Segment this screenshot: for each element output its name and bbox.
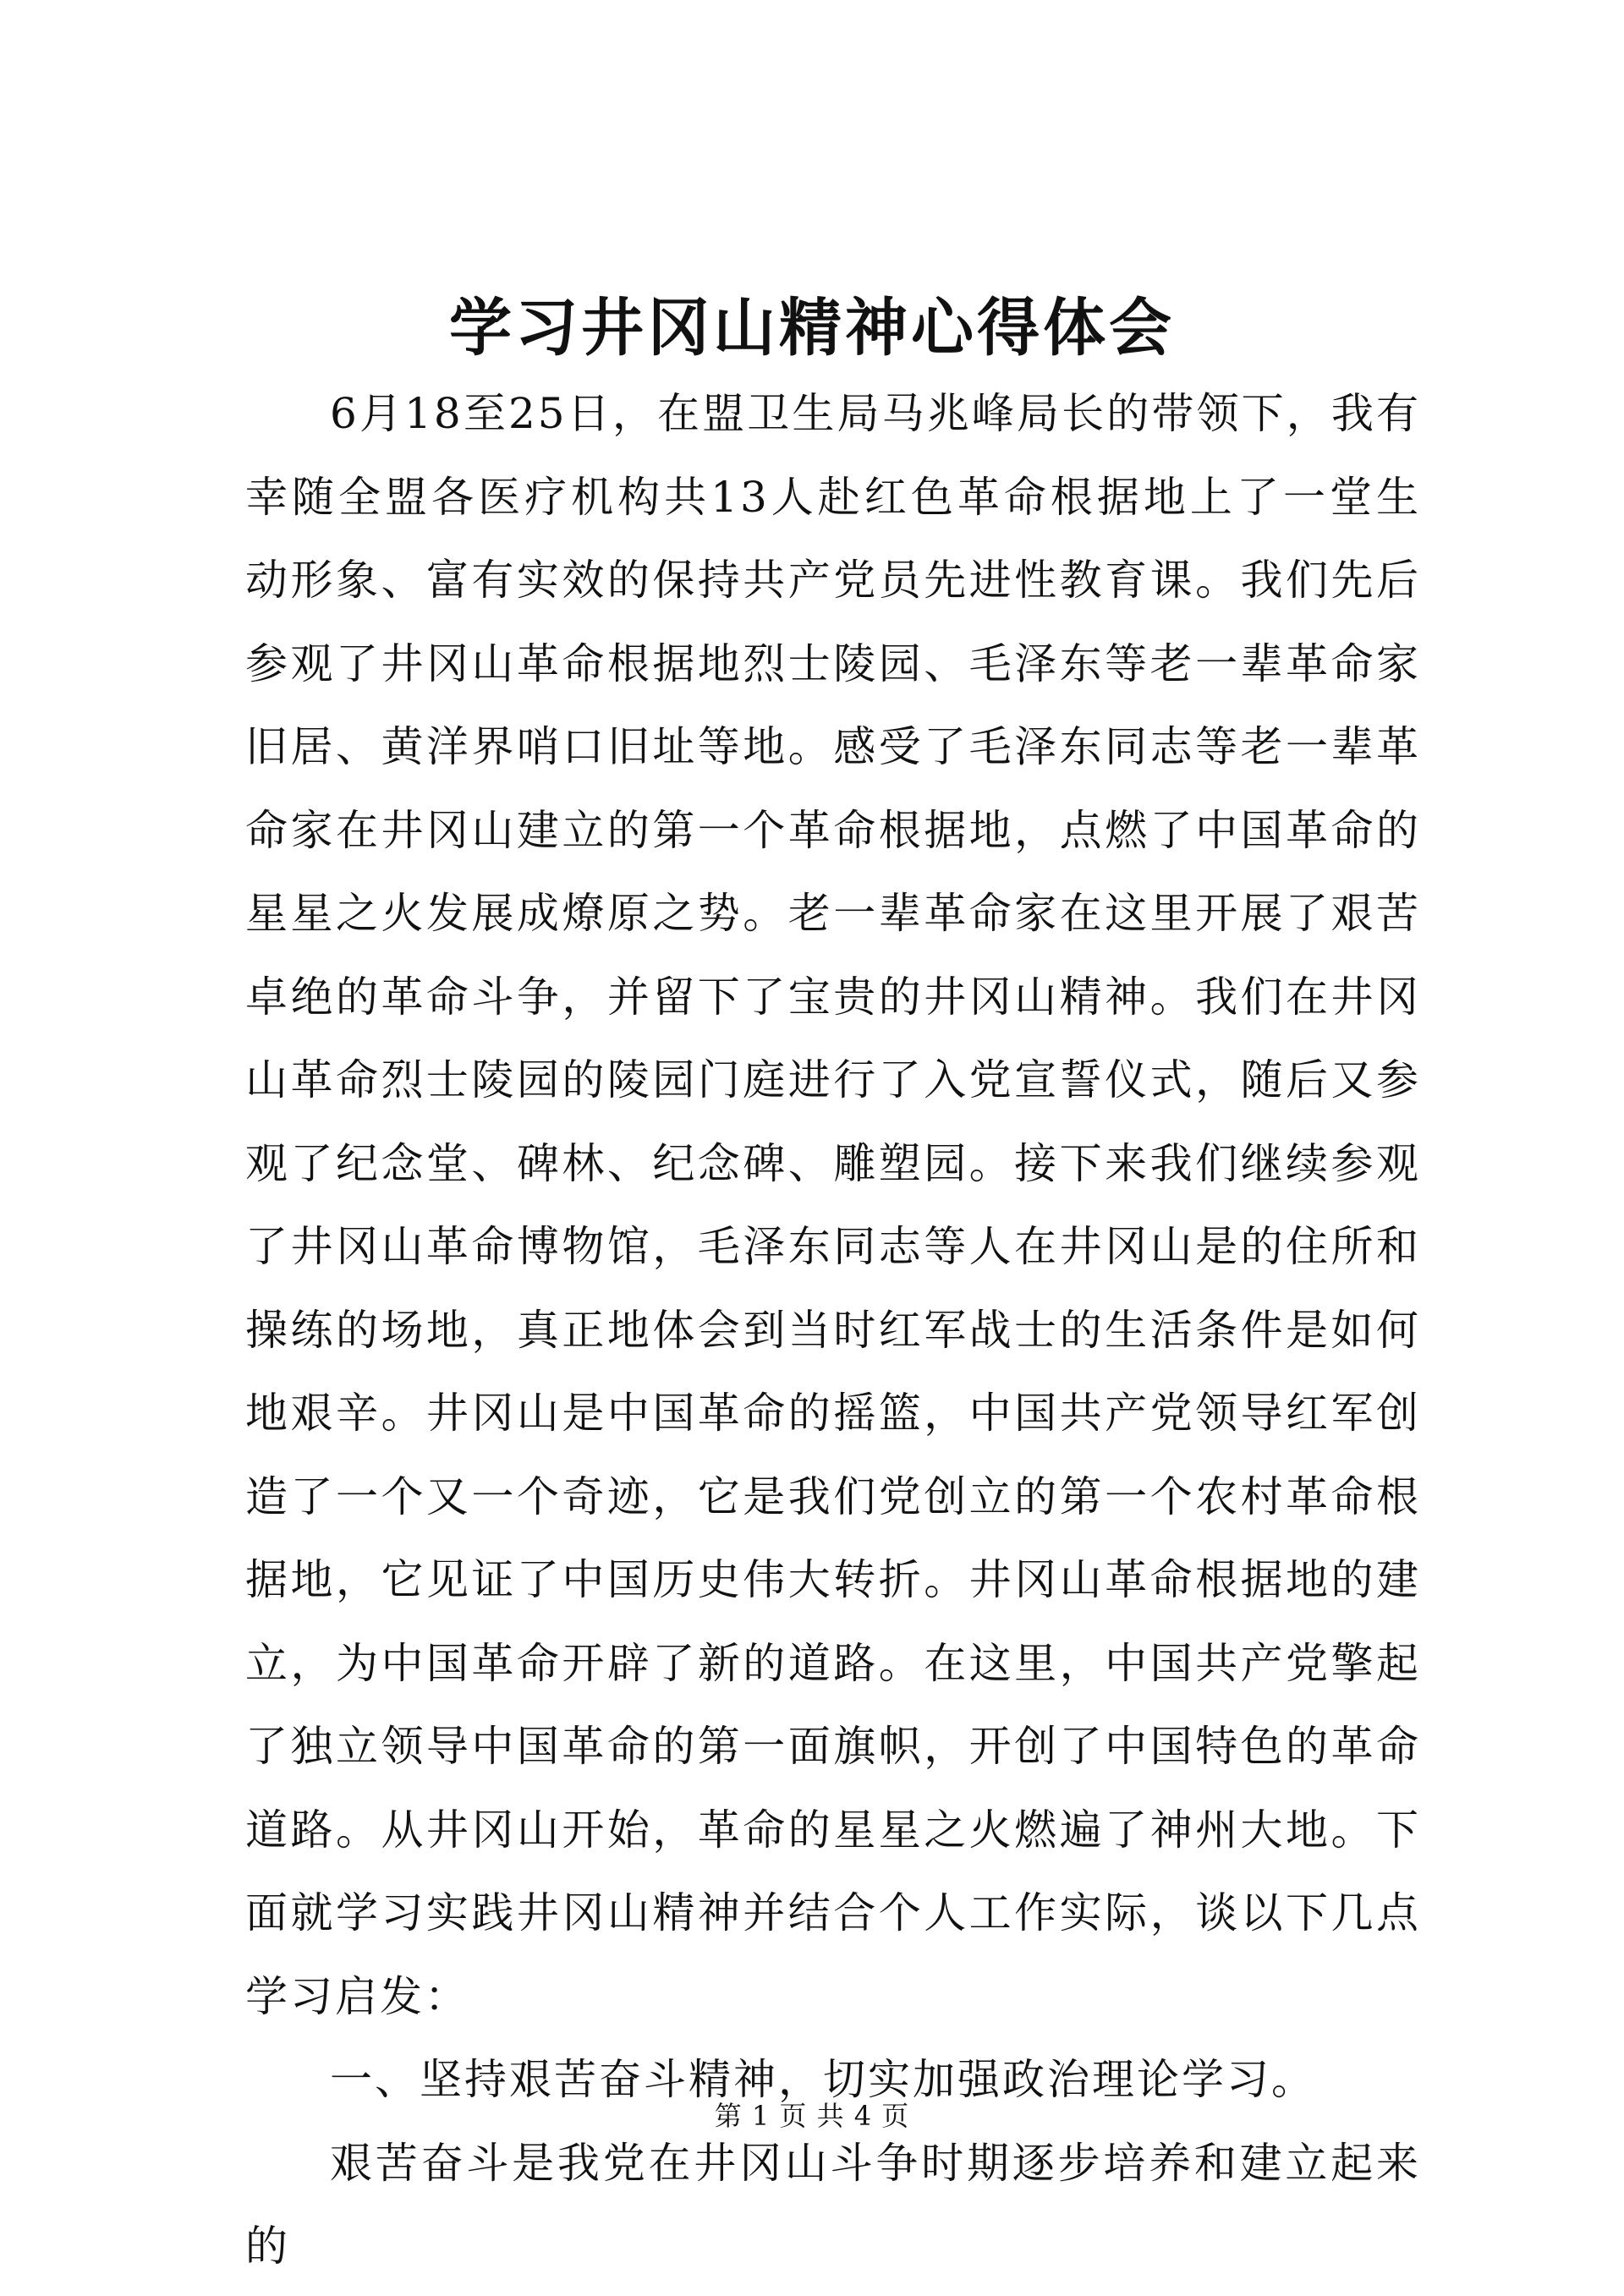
document-title: 学习井冈山精神心得体会 <box>449 292 1175 364</box>
paragraph-section-heading: 一、坚持艰苦奋斗精神，切实加强政治理论学习。 <box>330 2055 1316 2104</box>
page-number: 第 1 页 共 4 页 <box>714 2100 910 2132</box>
document-body <box>245 372 1421 2288</box>
paragraph-section-body: 艰苦奋斗是我党在井冈山斗争时期逐步培养和建立起来的 <box>245 2138 1421 2271</box>
paragraph-intro: 6月18至25日，在盟卫生局马兆峰局长的带领下，我有幸随全盟各医疗机构共13人赴红色革命根据地上了一堂生动形象、富有实效的保持共产党员先进性教育课。我们先后参观了井冈山革命根据地烈士陵园、毛泽东等老一辈革命家旧居、黄洋界哨口旧址等地。感受了毛泽东同志等老一辈革命家在井冈山建立的第一个革命根据地，点燃了中国革命的星星之火发展成燎原之势。老一辈革命家在这里开展了艰苦卓绝的革命斗争，并留下了宝贵的井冈山精神。我们在井冈山革命烈士陵园的陵园门庭进行了入党宣誓仪式，随后又参观了纪念堂、碑林、纪念碑、雕塑园。接下来我们继续参观了井冈山革命博物馆，毛泽东同志等人在井冈山是的住所和操练的场地，真正地体会到当时红军战士的生活条件是如何地艰辛。井冈山是中国革命的摇篮，中国共产党领导红军创造了一个又一个奇迹，它是我们党创立的第一个农村革命根据地，它见证了中国历史伟大转折。井冈山革命根据地的建立，为中国革命开辟了新的道路。在这里，中国共产党擎起了独立领导中国革命的第一面旗帜，开创了中国特色的革命道路。从井冈山开始，革命的星星之火燃遍了神州大地。下面就学习实践井冈山精神并结合个人工作实际，谈以下几点学习启发： <box>245 389 1421 2021</box>
